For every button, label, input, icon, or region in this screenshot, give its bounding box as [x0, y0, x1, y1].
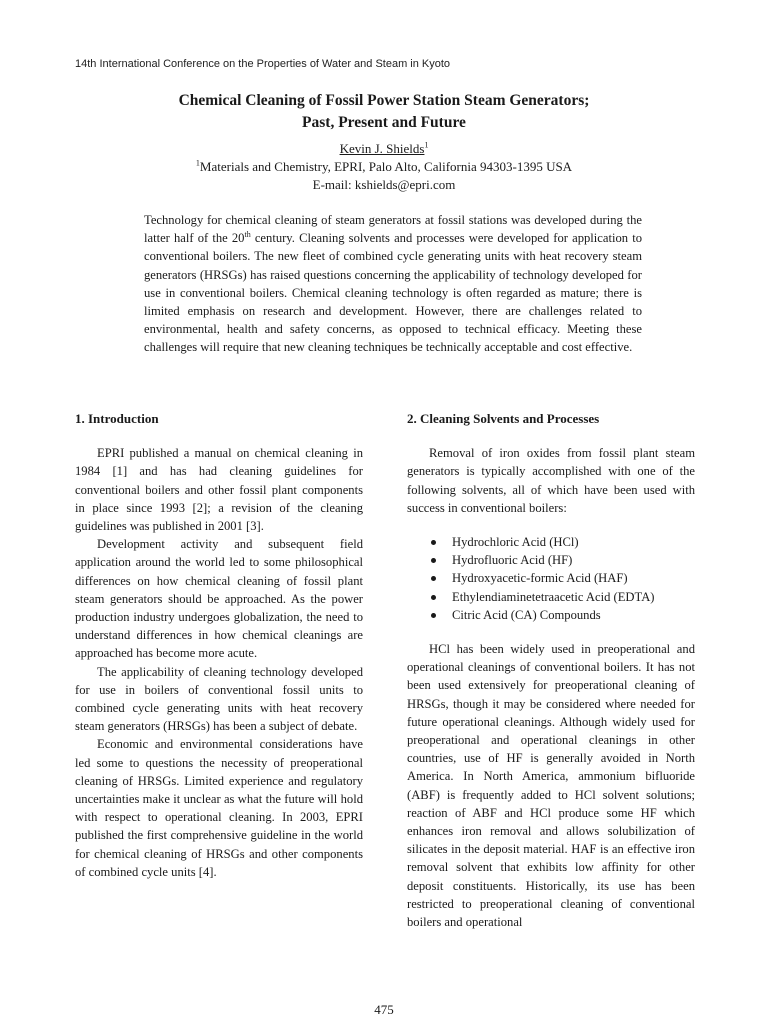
right-column	[407, 410, 695, 931]
author-name[interactable]: Kevin J. Shields	[339, 141, 425, 156]
page-number: 475	[374, 1002, 394, 1017]
list-item: Hydrofluoric Acid (HF)	[407, 551, 695, 569]
affiliation-text: Materials and Chemistry, EPRI, Palo Alto, California 94303-1395 USA	[199, 159, 573, 174]
section-1-paragraph: EPRI published a manual on chemical cleaning in 1984 [1] and has had cleaning guidelines for conventional boilers and other fossil plant components in place since 1993 [2]; a revision of the cleaning guidelines was published in 2001 [3].	[75, 446, 363, 534]
list-item: Hydroxyacetic-formic Acid (HAF)	[407, 569, 695, 587]
paper-title-line-1: Chemical Cleaning of Fossil Power Station Steam Generators;	[178, 92, 590, 109]
abstract-superscript: th	[244, 230, 251, 240]
abstract-text-part-2: century. Cleaning solvents and processes were developed for application to conventional boilers. The new fleet of combined cycle generating units with heat recovery steam generators (HRSGs) has raised questions concerning the applicability of technology developed for use in conventional boilers. Chemical cleaning technology is often regarded as mature; there is limited emphasis on research and development. However, there are challenges related to environmental, health and safety concerns, as opposed to technical efficacy. Meeting these challenges will require that new cleaning techniques be technically acceptable and cost effective.	[144, 231, 643, 355]
affiliation-superscript: 1	[195, 158, 200, 168]
abstract-paragraph	[144, 211, 642, 357]
section-1-paragraph: Economic and environmental considerations have led some to questions the necessity of preoperational cleaning of HRSGs. Limited experience and regulatory uncertainties make it unclear as what the future will hold with respect to operational cleaning. In 2003, EPRI published the first comprehensive guideline in the world for chemical cleaning of HRSGs and other components of combined cycle units [4].	[75, 737, 363, 879]
list-item: Hydrochloric Acid (HCl)	[407, 533, 695, 551]
author-superscript: 1	[424, 140, 429, 150]
section-2-body: HCl has been widely used in preoperational and operational cleanings of conventional boilers. It has not been used extensively for preoperational cleaning of HRSGs, though it may be considered where needed for future operational cleanings. Although widely used for preoperational and operational cleanings in other countries, use of HF is generally avoided in North America. In North America, ammonium bifluoride (ABF) is frequently added to HCl solvent solutions; reaction of ABF and HCl produce some HF which enhances iron removal and allows solubilization of silicates in the deposit material. HAF is an effective iron removal solvent that exhibits low affinity for other deposit constituents. Historically, its use has been restricted to preoperational cleaning of conventional boilers and operational	[407, 642, 695, 930]
title-block	[0, 90, 768, 194]
section-1-heading: 1. Introduction	[75, 411, 159, 426]
section-2-intro: Removal of iron oxides from fossil plant steam generators is typically accomplished with one of the following solvents, all of which have been used with success in conventional boilers:	[407, 446, 695, 515]
list-item: Ethylendiaminetetraacetic Acid (EDTA)	[407, 588, 695, 606]
abstract	[144, 211, 642, 357]
left-column	[75, 410, 363, 881]
section-1-paragraph: The applicability of cleaning technology developed for use in boilers of conventional fossil units to combined cycle generating units with heat recovery steam generators (HRSGs) has been a subject of debate.	[75, 664, 363, 734]
section-2-heading: 2. Cleaning Solvents and Processes	[407, 411, 600, 426]
author-line	[0, 140, 768, 158]
abstract-text-part-1: Technology for chemical cleaning of steam generators at fossil stations was developed during the latter half of the 20	[144, 213, 642, 246]
solvent-list	[407, 533, 695, 624]
section-1-paragraph: Development activity and subsequent field application around the world led to some philosophical differences on how chemical cleaning of fossil plant steam generators should be approached. As the power production industry undergoes globalization, the need to understand differences in how chemical cleanings are approached has become more acute.	[75, 537, 363, 661]
paper-title-line-2: Past, Present and Future	[302, 114, 466, 131]
list-item: Citric Acid (CA) Compounds	[407, 606, 695, 624]
author-email: E-mail: kshields@epri.com	[312, 177, 456, 192]
affiliation	[0, 158, 768, 176]
conference-header: 14th International Conference on the Properties of Water and Steam in Kyoto	[75, 58, 451, 70]
